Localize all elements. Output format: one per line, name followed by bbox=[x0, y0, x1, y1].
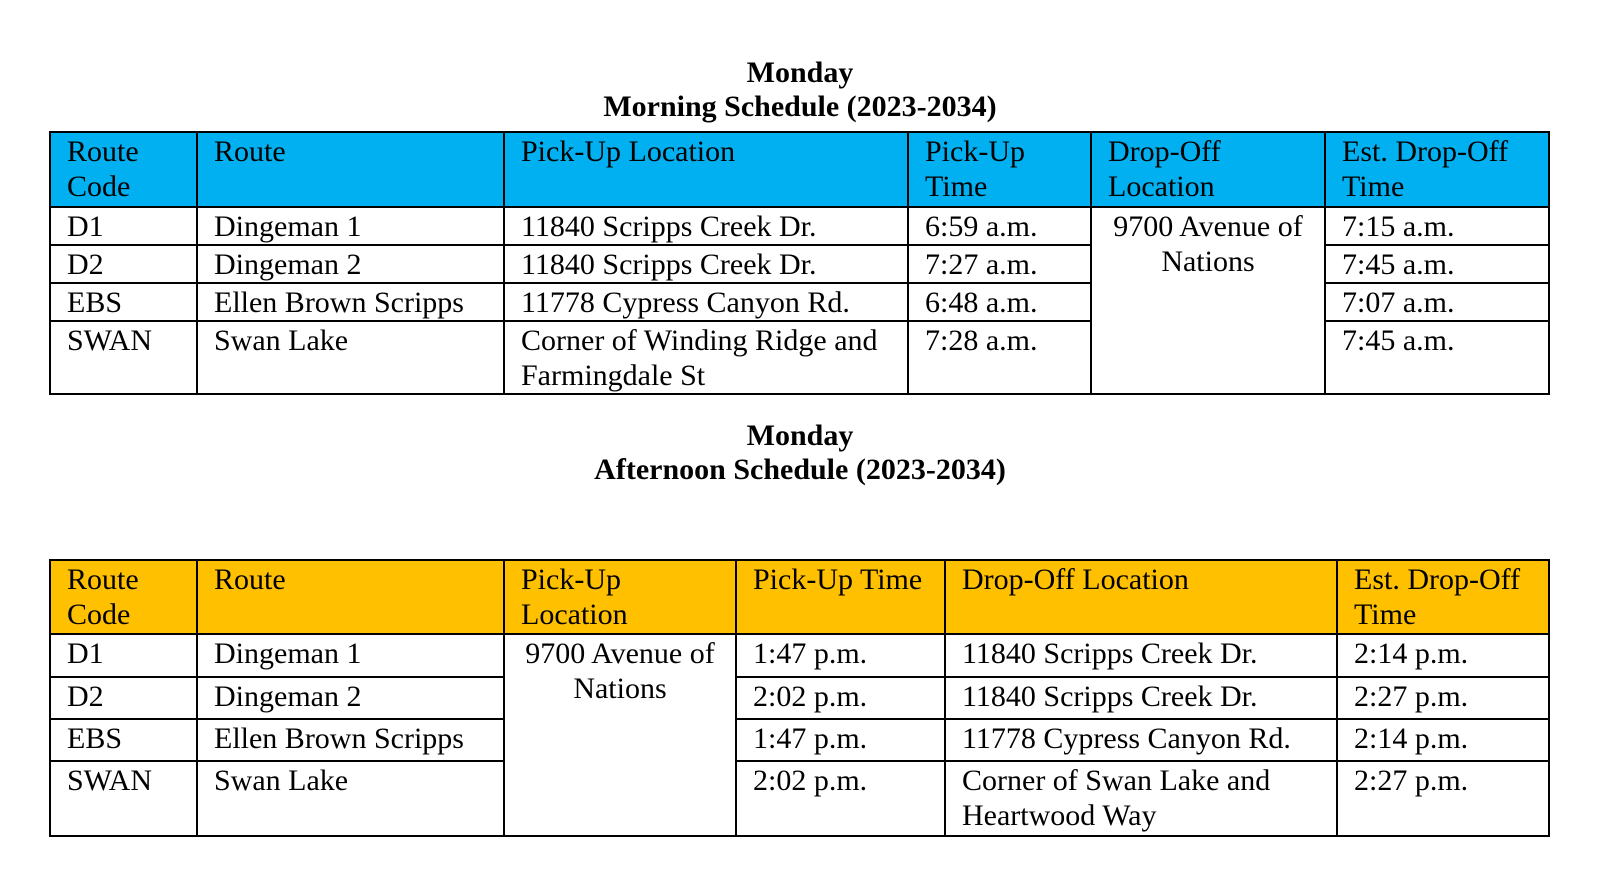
table-header-row bbox=[50, 560, 1549, 634]
table-row bbox=[50, 719, 1549, 761]
pickup-location-cell: 9700 Avenue of Nations bbox=[504, 634, 736, 836]
dropoff-time-cell: 2:14 p.m. bbox=[1337, 634, 1549, 677]
pickup-time-cell: 6:48 a.m. bbox=[908, 283, 1091, 321]
morning-day: Monday bbox=[746, 56, 854, 89]
route-cell: Dingeman 1 bbox=[197, 634, 504, 677]
header-dropoff-location: Drop-Off Location bbox=[945, 560, 1337, 634]
pickup-time-cell: 1:47 p.m. bbox=[736, 719, 945, 761]
route-cell: Swan Lake bbox=[197, 761, 504, 836]
route-code-cell: SWAN bbox=[50, 761, 197, 836]
pickup-time-cell: 1:47 p.m. bbox=[736, 634, 945, 677]
pickup-time-cell: 7:27 a.m. bbox=[908, 245, 1091, 283]
dropoff-time-cell: 7:15 a.m. bbox=[1325, 207, 1549, 245]
route-code-cell: SWAN bbox=[50, 321, 197, 394]
route-cell: Dingeman 2 bbox=[197, 245, 504, 283]
dropoff-time-cell: 2:27 p.m. bbox=[1337, 761, 1549, 836]
afternoon-schedule-title: Afternoon Schedule (2023-2034) bbox=[594, 453, 1006, 486]
pickup-time-cell: 7:28 a.m. bbox=[908, 321, 1091, 394]
route-cell: Swan Lake bbox=[197, 321, 504, 394]
header-pickup-location: Pick-Up Location bbox=[504, 560, 736, 634]
dropoff-time-cell: 2:14 p.m. bbox=[1337, 719, 1549, 761]
header-pickup-time: Pick-Up Time bbox=[908, 132, 1091, 207]
route-code-cell: EBS bbox=[50, 719, 197, 761]
route-code-cell: EBS bbox=[50, 283, 197, 321]
afternoon-title bbox=[0, 419, 1600, 487]
pickup-time-cell: 2:02 p.m. bbox=[736, 677, 945, 719]
route-cell: Ellen Brown Scripps bbox=[197, 283, 504, 321]
pickup-location-cell: Corner of Winding Ridge and Farmingdale St bbox=[504, 321, 908, 394]
header-pickup-time: Pick-Up Time bbox=[736, 560, 945, 634]
route-code-cell: D1 bbox=[50, 634, 197, 677]
header-est-dropoff-time: Est. Drop-Off Time bbox=[1325, 132, 1549, 207]
afternoon-day: Monday bbox=[746, 419, 854, 452]
route-code-cell: D2 bbox=[50, 677, 197, 719]
table-row bbox=[50, 207, 1549, 245]
route-cell: Dingeman 1 bbox=[197, 207, 504, 245]
pickup-location-cell: 11840 Scripps Creek Dr. bbox=[504, 245, 908, 283]
dropoff-location-cell: 9700 Avenue of Nations bbox=[1091, 207, 1325, 394]
dropoff-location-cell: 11840 Scripps Creek Dr. bbox=[945, 634, 1337, 677]
pickup-time-cell: 2:02 p.m. bbox=[736, 761, 945, 836]
route-cell: Dingeman 2 bbox=[197, 677, 504, 719]
route-code-cell: D1 bbox=[50, 207, 197, 245]
table-row bbox=[50, 321, 1549, 394]
morning-title bbox=[0, 56, 1600, 124]
header-route: Route bbox=[197, 560, 504, 634]
dropoff-time-cell: 7:45 a.m. bbox=[1325, 321, 1549, 394]
morning-schedule-title: Morning Schedule (2023-2034) bbox=[603, 90, 997, 123]
dropoff-time-cell: 2:27 p.m. bbox=[1337, 677, 1549, 719]
header-route-code: Route Code bbox=[50, 560, 197, 634]
dropoff-time-cell: 7:45 a.m. bbox=[1325, 245, 1549, 283]
pickup-location-cell: 11778 Cypress Canyon Rd. bbox=[504, 283, 908, 321]
dropoff-location-cell: 11778 Cypress Canyon Rd. bbox=[945, 719, 1337, 761]
route-cell: Ellen Brown Scripps bbox=[197, 719, 504, 761]
pickup-location-cell: 11840 Scripps Creek Dr. bbox=[504, 207, 908, 245]
table-header-row bbox=[50, 132, 1549, 207]
header-est-dropoff-time: Est. Drop-Off Time bbox=[1337, 560, 1549, 634]
table-row bbox=[50, 245, 1549, 283]
header-route: Route bbox=[197, 132, 504, 207]
afternoon-schedule-table bbox=[49, 559, 1550, 837]
dropoff-location-cell: 11840 Scripps Creek Dr. bbox=[945, 677, 1337, 719]
table-row bbox=[50, 761, 1549, 836]
dropoff-time-cell: 7:07 a.m. bbox=[1325, 283, 1549, 321]
header-pickup-location: Pick-Up Location bbox=[504, 132, 908, 207]
header-route-code: Route Code bbox=[50, 132, 197, 207]
table-row bbox=[50, 283, 1549, 321]
dropoff-location-cell: Corner of Swan Lake and Heartwood Way bbox=[945, 761, 1337, 836]
header-dropoff-location: Drop-Off Location bbox=[1091, 132, 1325, 207]
morning-schedule-table bbox=[49, 131, 1550, 395]
table-row bbox=[50, 677, 1549, 719]
table-row bbox=[50, 634, 1549, 677]
pickup-time-cell: 6:59 a.m. bbox=[908, 207, 1091, 245]
route-code-cell: D2 bbox=[50, 245, 197, 283]
